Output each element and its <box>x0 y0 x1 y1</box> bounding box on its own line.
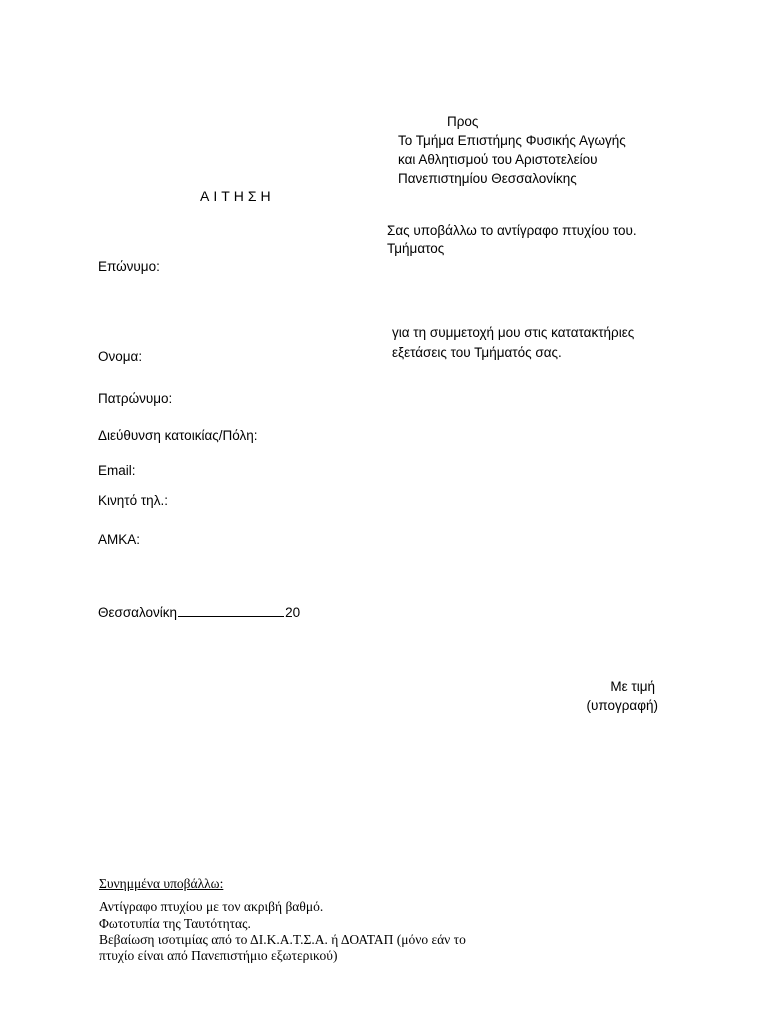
field-mobile-label: Κινητό τηλ.: <box>98 493 168 508</box>
request-line-2: Τμήματος <box>387 241 445 256</box>
attachments-heading: Συνημμένα υποβάλλω: <box>99 876 224 891</box>
field-address-label: Διεύθυνση κατοικίας/Πόλη: <box>98 428 258 443</box>
request-line-3: για τη συμμετοχή μου στις κατατακτήριες <box>392 325 635 340</box>
attachment-item: πτυχίο είναι από Πανεπιστήμιο εξωτερικού) <box>99 948 338 963</box>
field-father-name-label: Πατρώνυμο: <box>98 391 173 406</box>
field-email-label: Email: <box>98 463 136 478</box>
request-line-4: εξετάσεις του Τμήματός σας. <box>392 345 562 360</box>
signature-regards: Με τιμή <box>610 679 655 694</box>
field-name-label: Ονομα: <box>98 349 143 364</box>
request-line-1: Σας υποβάλλω το αντίγραφο πτυχίου του. <box>387 223 637 238</box>
date-year-prefix: 20 <box>285 605 301 620</box>
field-surname-label: Επώνυμο: <box>98 259 160 274</box>
signature-label: (υπογραφή) <box>586 698 658 713</box>
attachment-item: Φωτοτυπία της Ταυτότητας. <box>99 916 251 931</box>
attachment-item: Βεβαίωση ισοτιμίας από το ΔΙ.Κ.Α.Τ.Σ.Α. ή ΔΟΑΤΑΠ (μόνο εάν το <box>99 932 466 947</box>
recipient-line-2: και Αθλητισμού του Αριστοτελείου <box>398 152 598 167</box>
recipient-line-3: Πανεπιστημίου Θεσσαλονίκης <box>398 171 577 186</box>
date-blank-line <box>178 604 284 617</box>
field-amka-label: ΑΜΚΑ: <box>98 532 141 547</box>
document-title: ΑΙΤΗΣΗ <box>200 188 275 204</box>
attachment-item: Αντίγραφο πτυχίου με τον ακριβή βαθμό. <box>99 899 324 914</box>
recipient-line-1: Το Τμήμα Επιστήμης Φυσικής Αγωγής <box>398 133 626 148</box>
recipient-to: Προς <box>447 114 479 129</box>
date-city: Θεσσαλονίκη <box>98 605 178 620</box>
date-line <box>98 603 300 622</box>
